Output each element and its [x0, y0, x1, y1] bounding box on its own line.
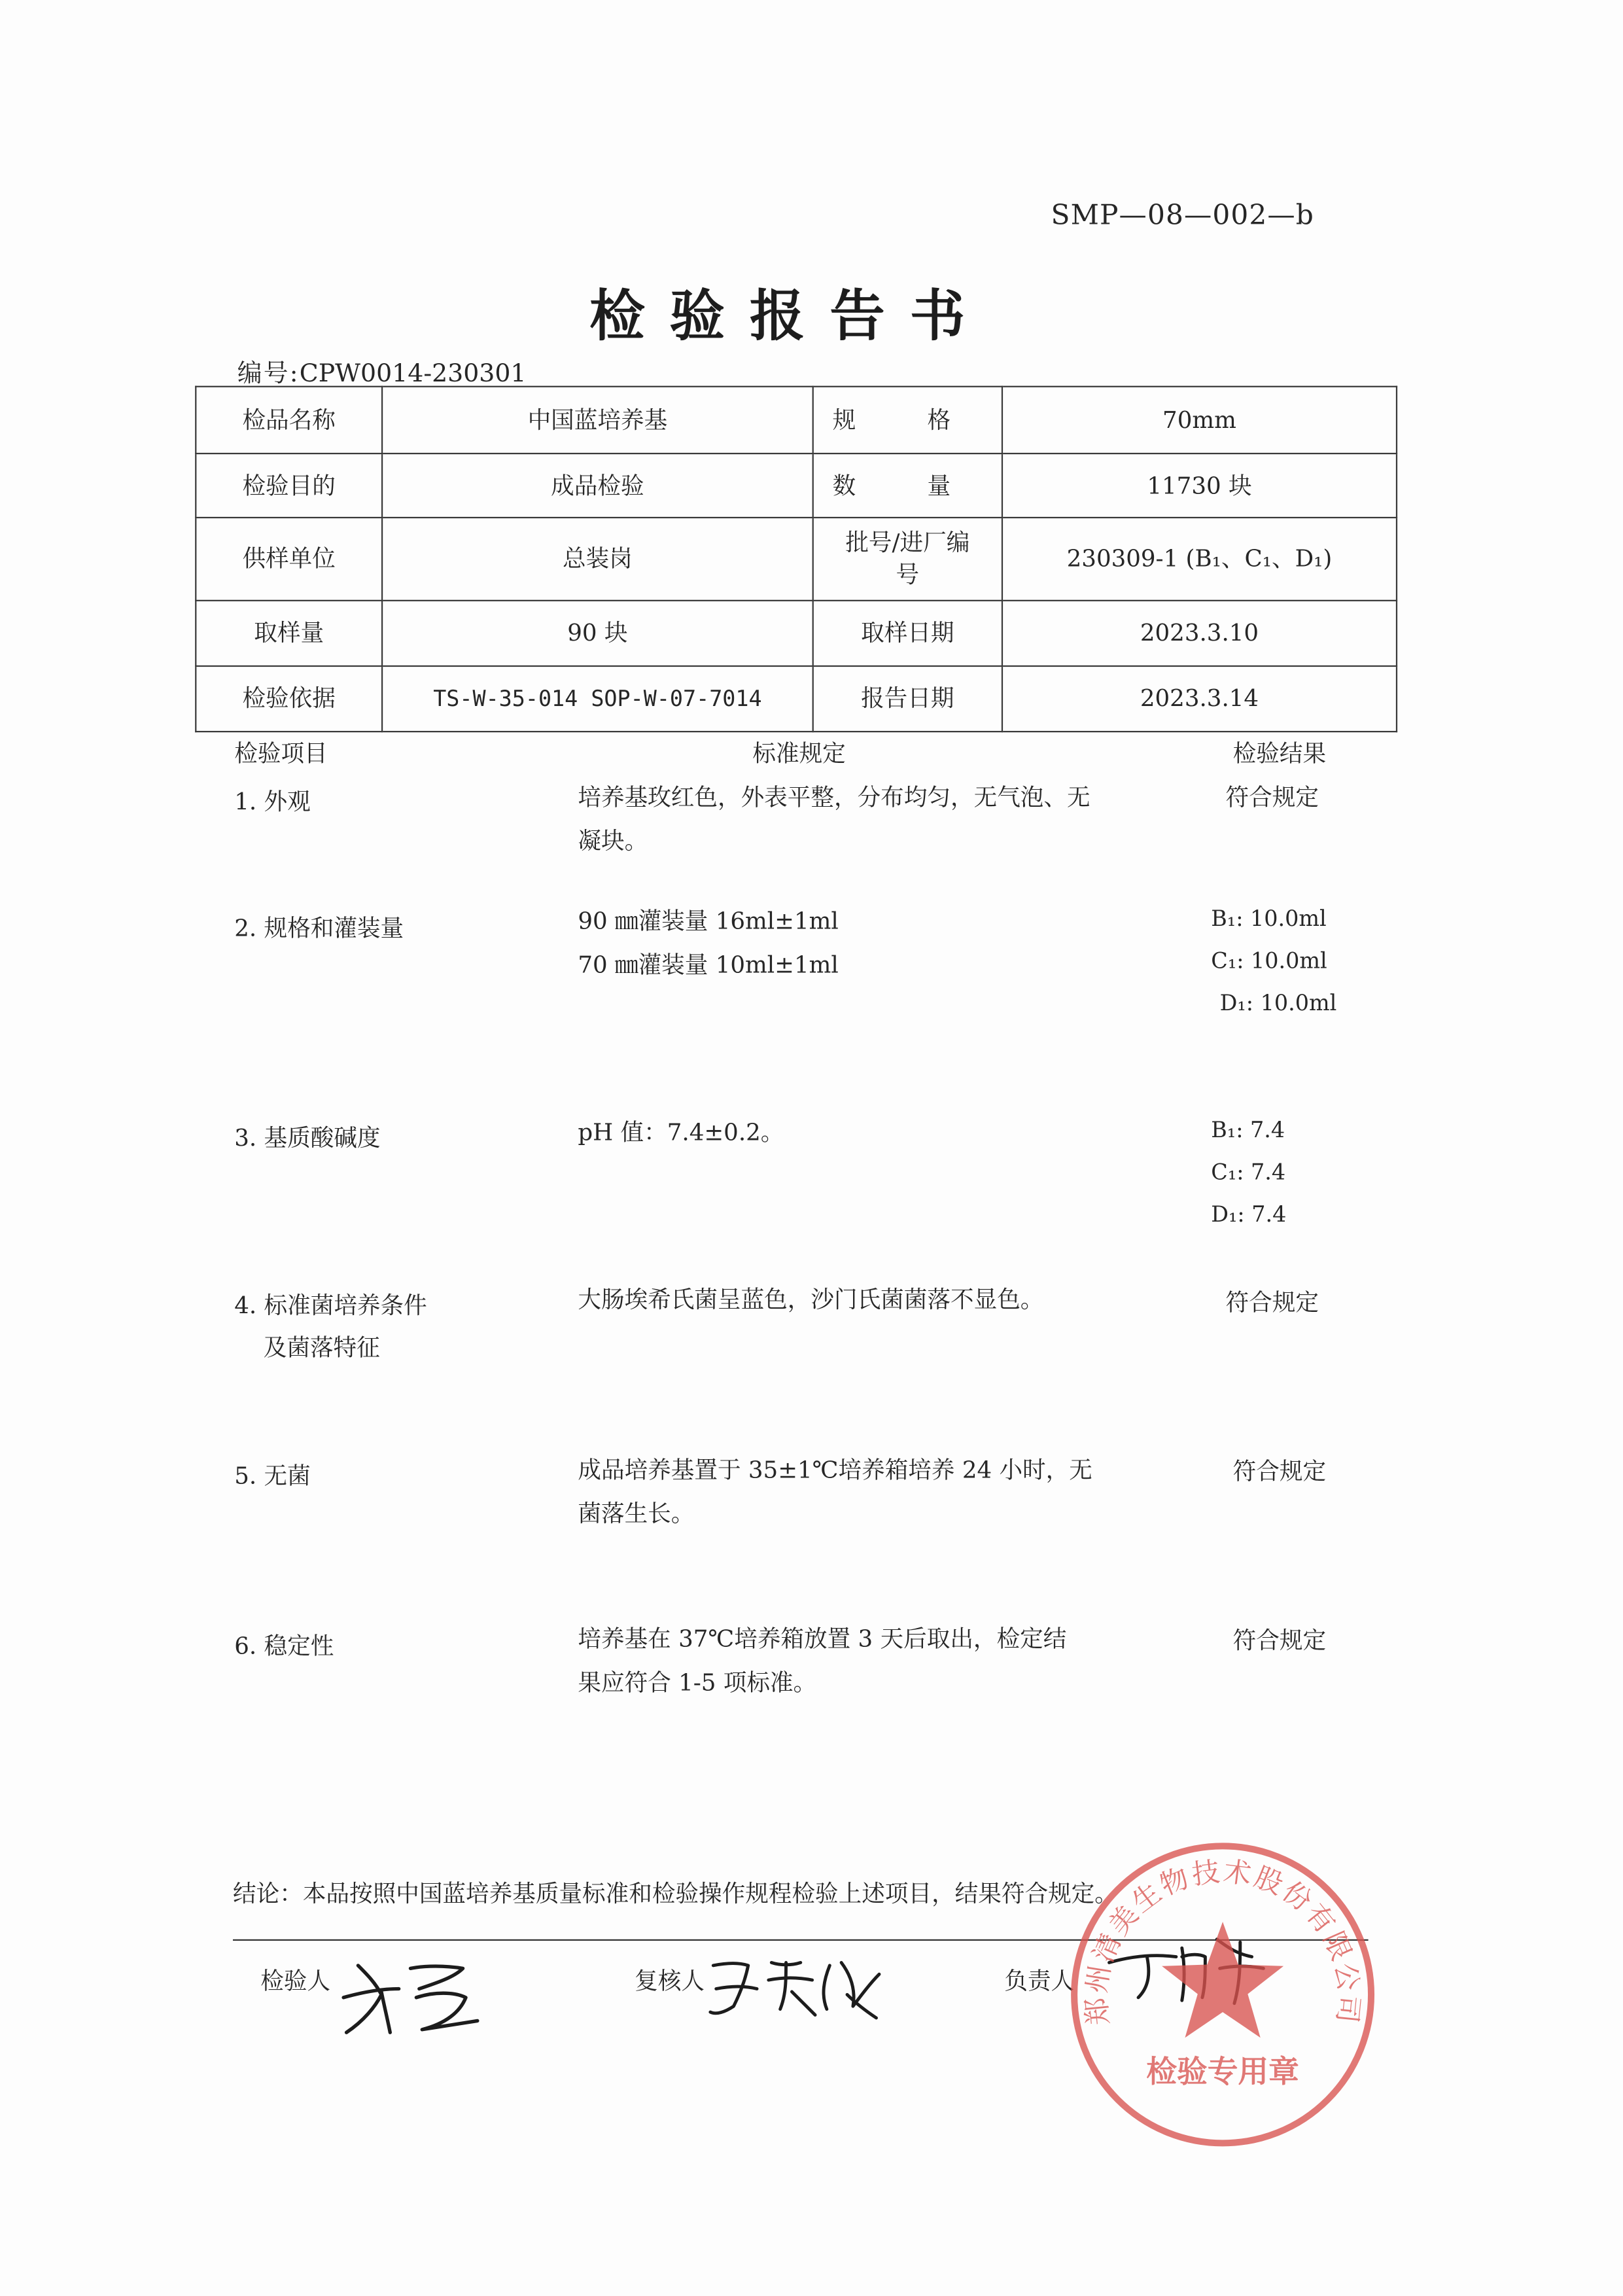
inspection-seal — [1066, 1837, 1380, 2152]
table-row — [196, 666, 1397, 732]
item-4-name-line-1: 4. 标准菌培养条件 — [234, 1291, 427, 1319]
responsible-label: 负责人 — [1004, 1967, 1075, 1995]
item-1-standard: 培养基玫红色，外表平整，分布均匀，无气泡、无凝块。 — [578, 783, 1091, 855]
table-row — [196, 601, 1397, 666]
report-date-value: 2023.3.14 — [1002, 666, 1397, 732]
conclusion: 结论：本品按照中国蓝培养基质量标准和检验操作规程检验上述项目，结果符合规定。 — [233, 1879, 1118, 1907]
inspector-label: 检验人 — [260, 1967, 331, 1995]
item-3-result-b1: B₁: 7.4 — [1211, 1116, 1285, 1143]
item-6-standard: 培养基在 37℃培养箱放置 3 天后取出，检定结果应符合 1-5 项标准。 — [578, 1625, 1067, 1697]
supplier-label: 供样单位 — [196, 518, 382, 601]
item-6-result: 符合规定 — [1232, 1626, 1327, 1654]
item-4-standard: 大肠埃希氏菌呈蓝色，沙门氏菌菌落不显色。 — [578, 1285, 1044, 1314]
spec-label: 规 格 — [813, 387, 1002, 453]
item-3-standard: pH 值：7.4±0.2。 — [578, 1118, 784, 1146]
table-row — [196, 387, 1397, 453]
table-row — [196, 453, 1397, 518]
item-2-standard-line-2: 70 ㎜灌装量 10ml±1ml — [578, 950, 839, 979]
sample-qty-label: 取样量 — [196, 601, 382, 666]
item-5-name: 5. 无菌 — [234, 1462, 311, 1490]
item-3-result-d1: D₁: 7.4 — [1211, 1201, 1287, 1227]
item-3-name: 3. 基质酸碱度 — [234, 1123, 381, 1152]
item-4-name-line-2: 及菌落特征 — [263, 1333, 380, 1362]
document-code: SMP—08—002—b — [1051, 199, 1314, 232]
supplier-value: 总装岗 — [382, 518, 813, 601]
column-header-result: 检验结果 — [1232, 739, 1327, 768]
sample-qty-value: 90 块 — [382, 601, 813, 666]
item-2-result-d1: D₁: 10.0ml — [1219, 990, 1337, 1017]
item-5-result: 符合规定 — [1232, 1457, 1327, 1485]
quantity-label: 数 量 — [813, 453, 1002, 518]
item-5-standard: 成品培养基置于 35±1℃培养箱培养 24 小时，无菌落生长。 — [578, 1456, 1092, 1528]
report-number — [237, 352, 527, 389]
report-number-value: CPW0014-230301 — [299, 359, 527, 389]
item-6-name: 6. 稳定性 — [234, 1632, 334, 1660]
item-2-standard-line-1: 90 ㎜灌装量 16ml±1ml — [578, 907, 839, 935]
page-title: 检验报告书 — [589, 282, 990, 348]
column-header-item: 检验项目 — [234, 739, 328, 768]
item-2-result-c1: C₁: 10.0ml — [1211, 947, 1327, 974]
purpose-label: 检验目的 — [196, 453, 382, 518]
sample-date-value: 2023.3.10 — [1002, 601, 1397, 666]
column-header-standard: 标准规定 — [752, 739, 846, 768]
basis-label: 检验依据 — [196, 666, 382, 732]
batch-value: 230309-1 (B₁、C₁、D₁) — [1002, 518, 1397, 601]
item-2-result-b1: B₁: 10.0ml — [1211, 906, 1327, 932]
item-2-name: 2. 规格和灌装量 — [234, 914, 404, 942]
item-1-result: 符合规定 — [1225, 783, 1319, 811]
batch-label: 批号/进厂编号 — [813, 518, 1002, 601]
product-name-label: 检品名称 — [196, 387, 382, 453]
item-4-result: 符合规定 — [1225, 1288, 1319, 1316]
seal-center-text: 检验专用章 — [1146, 2054, 1299, 2090]
basis-value: TS-W-35-014 SOP-W-07-7014 — [382, 666, 813, 732]
purpose-value: 成品检验 — [382, 453, 813, 518]
spec-value: 70mm — [1002, 387, 1397, 453]
quantity-value: 11730 块 — [1002, 453, 1397, 518]
inspector-signature — [332, 1939, 495, 2044]
reviewer-signature — [705, 1951, 888, 2027]
product-name-value: 中国蓝培养基 — [382, 387, 813, 453]
report-number-label: 编号: — [237, 359, 300, 389]
reviewer-label: 复核人 — [635, 1967, 705, 1995]
scan-speck — [222, 1887, 260, 1901]
info-table — [195, 386, 1397, 733]
item-1-name: 1. 外观 — [234, 787, 311, 816]
sample-date-label: 取样日期 — [813, 601, 1002, 666]
report-date-label: 报告日期 — [813, 666, 1002, 732]
table-row — [196, 518, 1397, 601]
seal-ring-text: 郑州清美生物技术股份有限公司 — [1079, 1855, 1366, 2027]
item-3-result-c1: C₁: 7.4 — [1211, 1159, 1286, 1186]
